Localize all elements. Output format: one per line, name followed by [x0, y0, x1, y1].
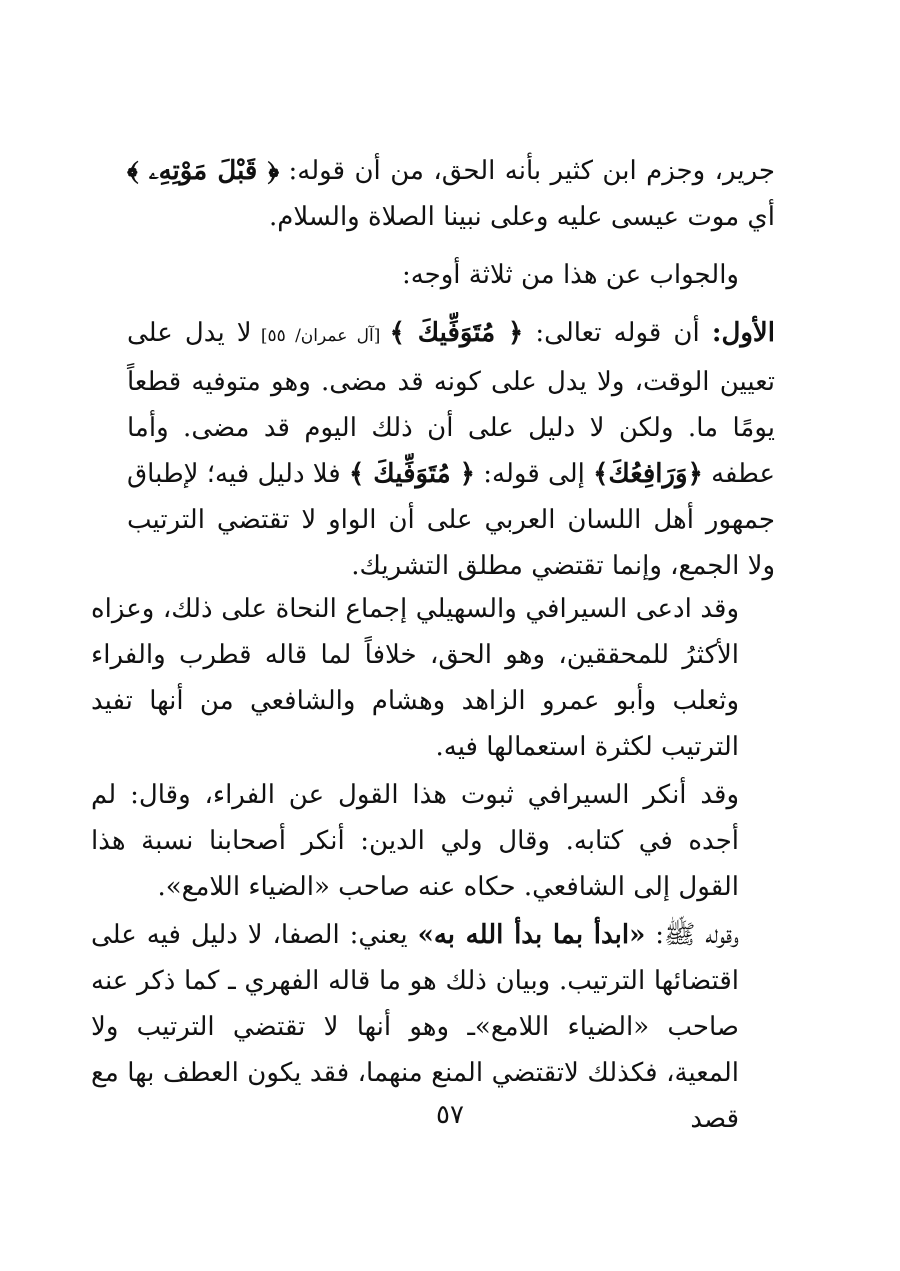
paragraph-text: يعني: الصفا، لا دليل فيه على اقتضائها الترتيب. وبيان ذلك هو ما قاله الفهري ـ كما ذكر عنه صاحب «الضياء اللامع»ـ وهو أنها لا تقتضي الترتيب ولا المعية، فكذلك لاتقتضي المنع منهما، فقد يكون العطف بها مع قصد [91, 920, 739, 1134]
paragraph-text: أي موت عيسى عليه وعلى نبينا الصلاة والسلام. [268, 202, 775, 232]
quran-verse: ﴿ مُتَوَفِّيكَ ﴾ [349, 459, 475, 489]
paragraph-first-point [127, 310, 775, 589]
paragraph-consensus [91, 586, 775, 770]
paragraph-text: فلا دليل فيه؛ لإطباق جمهور أهل اللسان العربي على أن الواو لا تقتضي الترتيب ولا الجمع، وإنما تقتضي مطلق التشريك. [127, 459, 775, 581]
quran-verse: ﴿وَرَافِعُكَ﴾ [593, 459, 703, 489]
paragraph-text: أن قوله تعالى: [523, 318, 712, 348]
paragraph-denial [91, 772, 775, 910]
paragraph-text: وقد أنكر السيرافي ثبوت هذا القول عن الفراء، وقال: لم أجده في كتابه. وقال ولي الدين: أنكر أصحابنا نسبة هذا القول إلى الشافعي. حكاه عنه صاحب «الضياء اللامع». [91, 780, 739, 902]
paragraph-text: جرير، وجزم ابن كثير بأنه الحق، من أن قوله: [279, 156, 775, 186]
paragraph-text: وقوله ﷺ: [645, 920, 740, 950]
paragraph-answer-intro [91, 252, 775, 298]
quran-verse: ﴿ قَبْلَ مَوْتِهِۦ ﴾ [127, 156, 280, 186]
page-number: ٥٧ [436, 1100, 464, 1130]
paragraph-text: والجواب عن هذا من ثلاثة أوجه: [401, 260, 739, 290]
paragraph-text: لا يدل على تعيين الوقت، ولا يدل على كونه قد مضى. وهو متوفيه قطعاً يومًا ما. ولكن لا دليل على أن ذلك اليوم قد مضى. وأما عطفه [127, 318, 776, 489]
quran-verse: ﴿ مُتَوَفِّيكَ ﴾ [389, 318, 524, 348]
point-label: الأول: [711, 318, 775, 348]
hadith-quote: «ابدأ بما بدأ الله به» [417, 920, 646, 950]
verse-reference: [آل عمران/ ٥٥] [251, 326, 390, 346]
paragraph-text: إلى قوله: [475, 459, 594, 489]
paragraph-text: وقد ادعى السيرافي والسهيلي إجماع النحاة على ذلك، وعزاه الأكثرُ للمحققين، وهو الحق، خلافاً لما قاله قطرب والفراء وثعلب وأبو عمرو الزاهد وهشام والشافعي من أنها تفيد الترتيب لكثرة استعمالها فيه. [91, 594, 739, 762]
paragraph-continuation [127, 148, 775, 240]
